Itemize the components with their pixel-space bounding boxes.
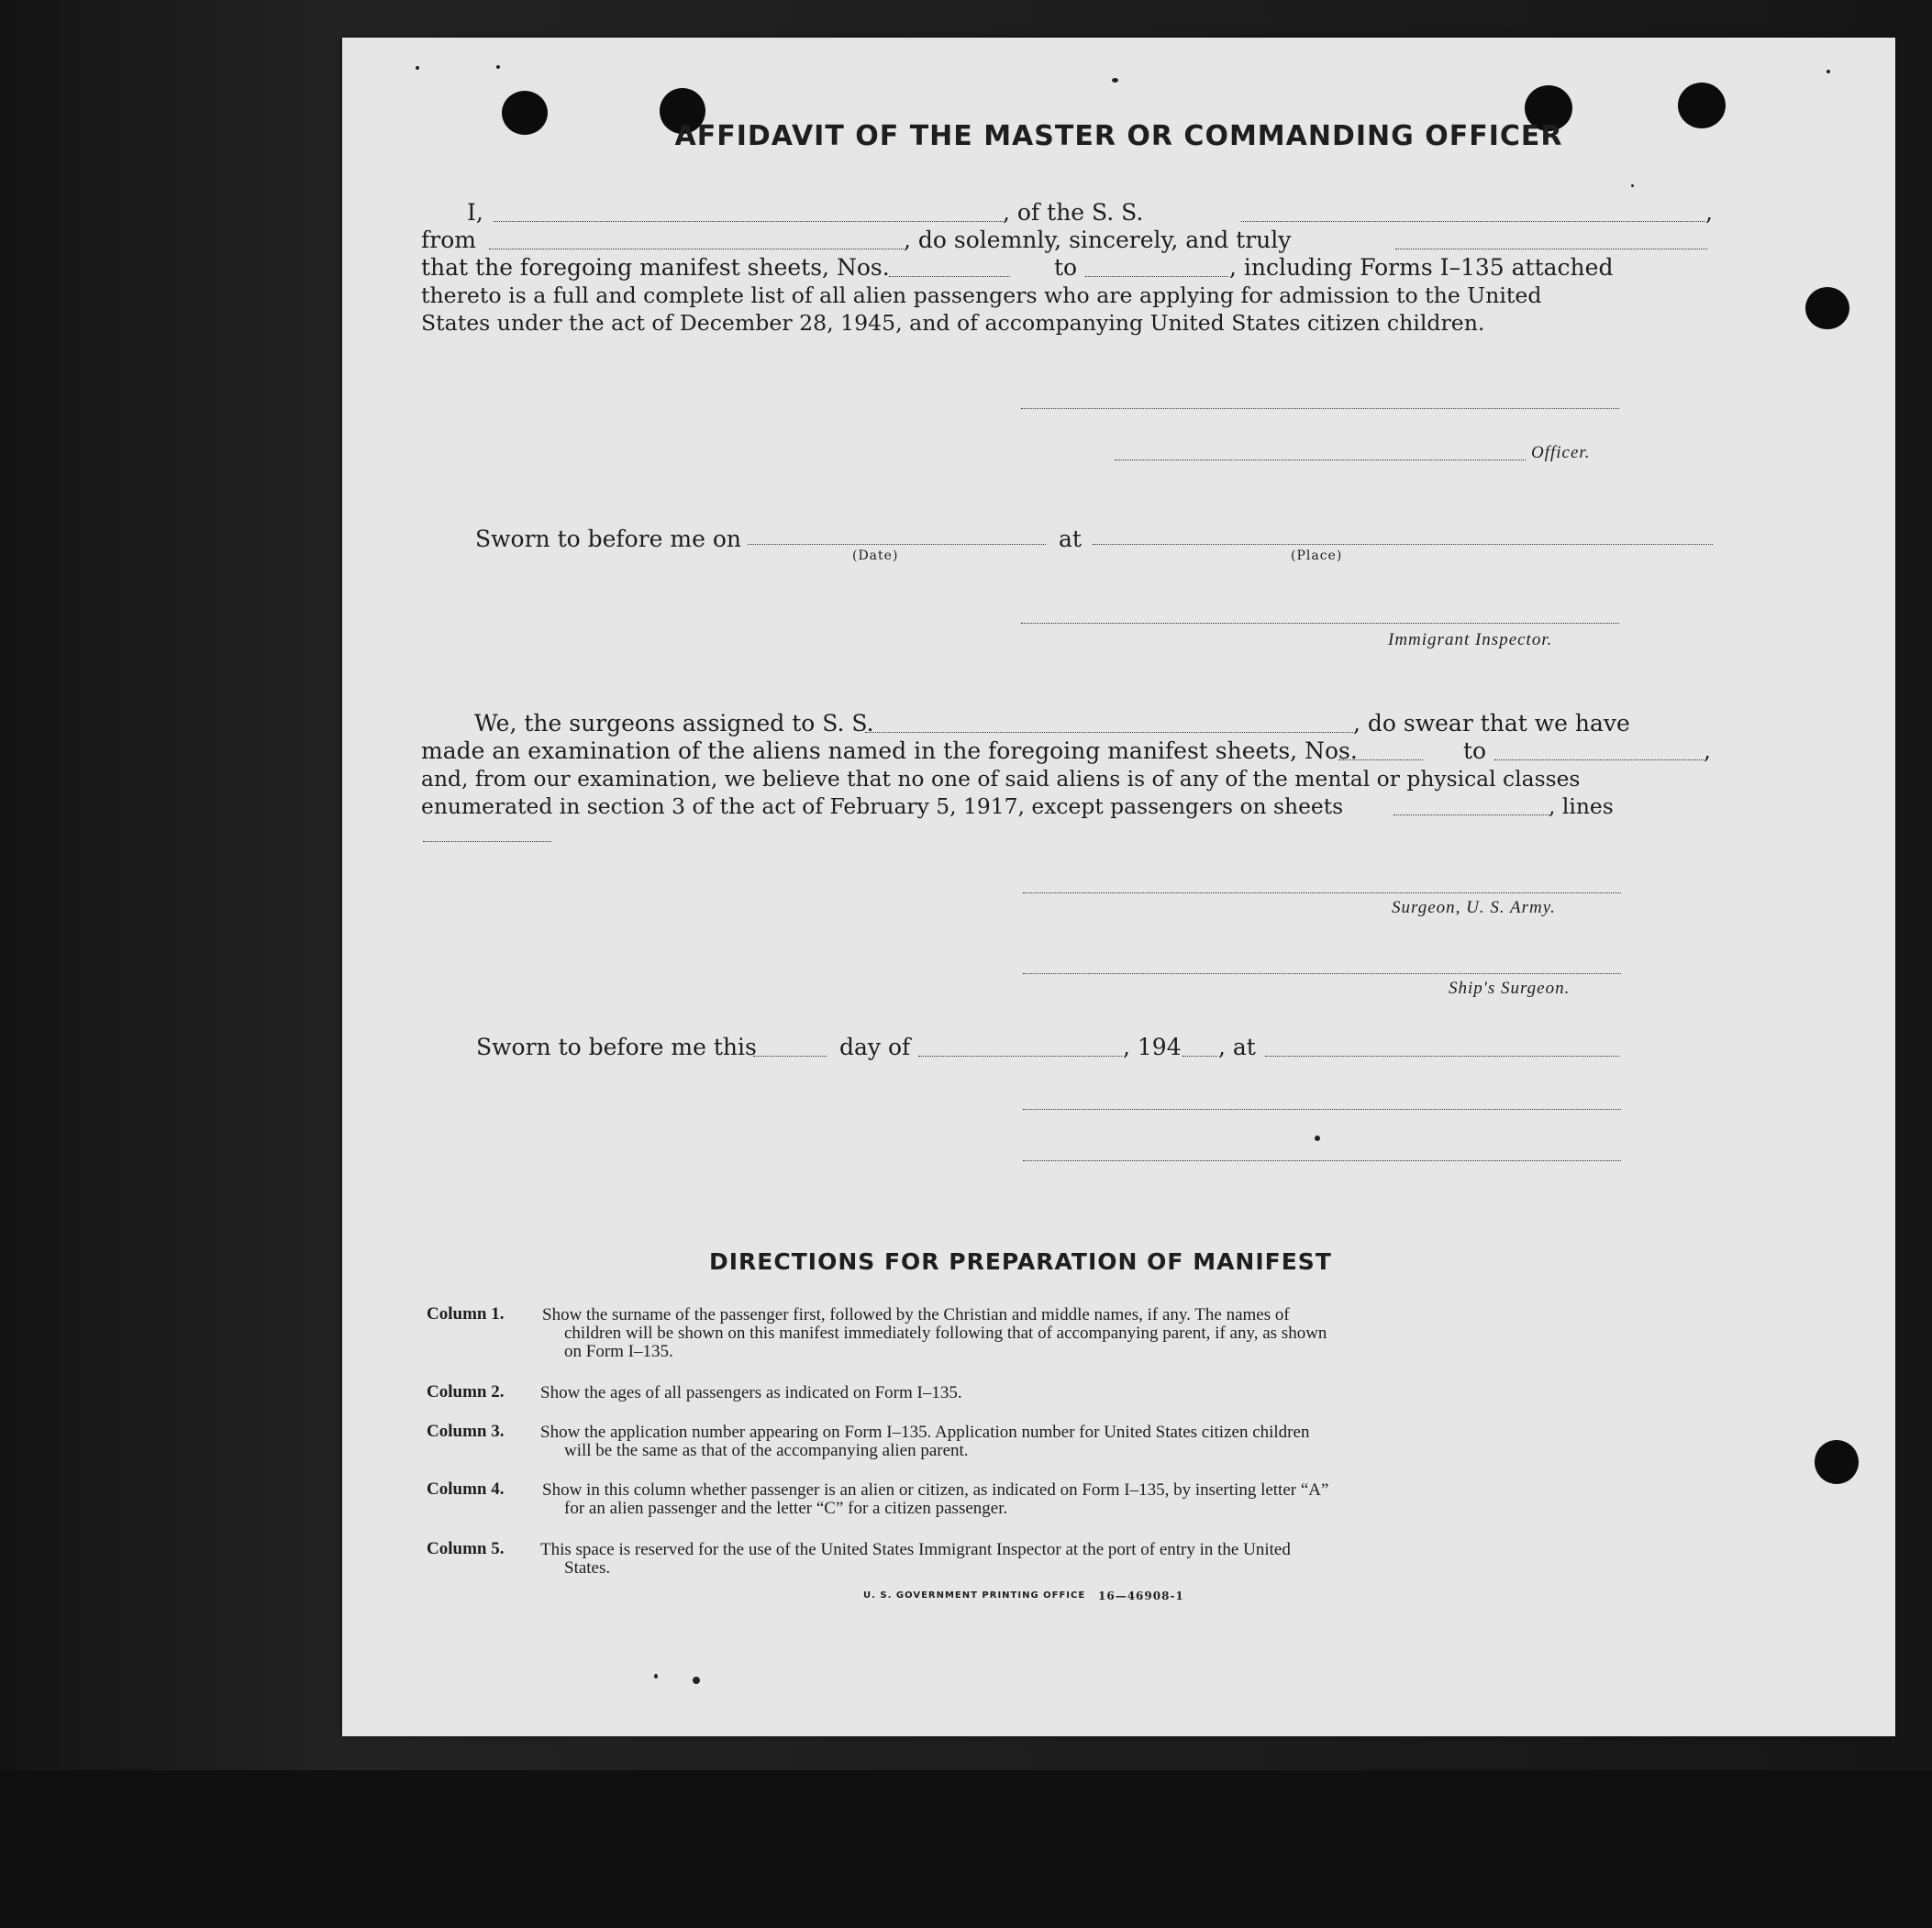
- text-comma: ,: [1705, 199, 1713, 226]
- exam-sheet-to-field[interactable]: [1494, 759, 1704, 760]
- text-enumerated: enumerated in section 3 of the act of February 5, 1917, except passengers on sheets: [421, 793, 1344, 819]
- text-from: from: [421, 227, 476, 253]
- text-to: to: [1054, 254, 1078, 281]
- punch-hole: [1805, 287, 1849, 329]
- text-sworn-on: Sworn to before me on: [475, 526, 742, 552]
- exam-sheet-from-field[interactable]: [1338, 759, 1423, 760]
- text-comma-2: ,: [1704, 737, 1711, 764]
- text-day-of: day of: [839, 1034, 911, 1060]
- master-name-field[interactable]: [494, 221, 1003, 222]
- officer-signature-line[interactable]: [1021, 408, 1619, 409]
- scan-speck: [1112, 78, 1118, 83]
- sworn-date-field[interactable]: [748, 544, 1046, 545]
- text-at-2: , at: [1218, 1034, 1256, 1060]
- column-2-text: Show the ages of all passengers as indicated on Form I–135.: [540, 1383, 962, 1402]
- sworn-year-field[interactable]: [1183, 1056, 1217, 1057]
- date-caption: (Date): [852, 548, 899, 563]
- column-5-label: Column 5.: [427, 1539, 505, 1558]
- text-including-forms: , including Forms I–135 attached: [1229, 254, 1614, 281]
- column-4-text-cont: for an alien passenger and the letter “C” for a citizen passenger.: [564, 1499, 1008, 1518]
- text-at: at: [1059, 526, 1082, 552]
- sworn-month-field[interactable]: [918, 1056, 1122, 1057]
- scan-speck: [496, 65, 500, 69]
- sheet-from-field[interactable]: [889, 276, 1010, 277]
- column-4-text: Show in this column whether passenger is an alien or citizen, as indicated on Form I–135, by inserting letter “A”: [542, 1480, 1329, 1500]
- surgeons-ship-field[interactable]: [865, 732, 1353, 733]
- text-full-list: thereto is a full and complete list of all alien passengers who are applying for admission to the United: [421, 283, 1542, 308]
- except-lines-field[interactable]: [423, 841, 551, 842]
- text-surgeons-assigned: We, the surgeons assigned to S. S.: [474, 710, 874, 737]
- printing-office-imprint: U. S. GOVERNMENT PRINTING OFFICE: [863, 1590, 1086, 1601]
- sworn-place-field-2[interactable]: [1265, 1056, 1619, 1057]
- column-4-label: Column 4.: [427, 1479, 505, 1499]
- text-to-2: to: [1463, 737, 1487, 764]
- army-surgeon-label: Surgeon, U. S. Army.: [1392, 898, 1556, 917]
- text-i: I,: [467, 199, 483, 226]
- column-2-label: Column 2.: [427, 1382, 505, 1402]
- place-caption: (Place): [1291, 548, 1343, 563]
- form-number: 16—46908-1: [1098, 1590, 1184, 1602]
- ships-surgeon-label: Ship's Surgeon.: [1449, 979, 1571, 998]
- column-3-text: Show the application number appearing on Form I–135. Application number for United States citizen children: [540, 1423, 1310, 1442]
- scan-speck: [654, 1674, 658, 1679]
- text-mental-physical: and, from our examination, we believe that no one of said aliens is of any of the mental or physical classes: [421, 766, 1581, 792]
- column-1-text-cont2: on Form I–135.: [564, 1342, 673, 1361]
- text-manifest-sheets: that the foregoing manifest sheets, Nos.: [421, 254, 890, 281]
- inspector-signature-line[interactable]: [1021, 623, 1619, 624]
- scan-bottom-border: [0, 1770, 1932, 1928]
- column-1-text-cont: children will be shown on this manifest immediately following that of accompanying parent, if any, as shown: [564, 1324, 1327, 1343]
- column-3-label: Column 3.: [427, 1422, 505, 1441]
- text-lines: , lines: [1549, 793, 1614, 819]
- directions-title: DIRECTIONS FOR PREPARATION OF MANIFEST: [709, 1248, 1332, 1275]
- sworn-place-field[interactable]: [1093, 544, 1713, 545]
- scan-speck: [693, 1677, 700, 1684]
- army-surgeon-signature-line[interactable]: [1023, 892, 1621, 893]
- column-3-text-cont: will be the same as that of the accompanying alien parent.: [564, 1441, 969, 1460]
- ship-surgeon-signature-line[interactable]: [1023, 973, 1621, 974]
- ship-name-field[interactable]: [1241, 221, 1704, 222]
- text-sworn-this: Sworn to before me this: [476, 1034, 757, 1060]
- scan-speck: [416, 66, 419, 70]
- except-sheets-field[interactable]: [1393, 814, 1549, 815]
- text-do-swear: , do swear that we have: [1353, 710, 1630, 737]
- column-5-text-cont: States.: [564, 1558, 611, 1578]
- sworn-signature-line-2[interactable]: [1023, 1160, 1621, 1161]
- sheet-to-field[interactable]: [1085, 276, 1228, 277]
- sworn-signature-line-1[interactable]: [1023, 1109, 1621, 1110]
- sworn-day-field[interactable]: [753, 1056, 827, 1057]
- scan-speck: [1827, 70, 1830, 73]
- form-page: [342, 38, 1895, 1736]
- officer-label: Officer.: [1531, 443, 1591, 462]
- immigrant-inspector-label: Immigrant Inspector.: [1388, 630, 1553, 649]
- scan-speck: [1315, 1136, 1320, 1141]
- text-solemnly: , do solemnly, sincerely, and truly: [904, 227, 1292, 253]
- punch-hole: [1815, 1440, 1859, 1484]
- text-year-194: , 194: [1123, 1034, 1182, 1060]
- column-1-text: Show the surname of the passenger first, followed by the Christian and middle names, if any. The names of: [542, 1305, 1290, 1324]
- column-5-text: This space is reserved for the use of the United States Immigrant Inspector at the port of entry in the United: [540, 1540, 1291, 1559]
- affidavit-title: AFFIDAVIT OF THE MASTER OR COMMANDING OFFICER: [674, 120, 1563, 152]
- scan-speck: [1631, 184, 1634, 187]
- column-1-label: Column 1.: [427, 1304, 505, 1324]
- text-act-december: States under the act of December 28, 1945, and of accompanying United States citizen children.: [421, 310, 1485, 336]
- text-of-the-ss: , of the S. S.: [1003, 199, 1144, 226]
- text-made-examination: made an examination of the aliens named in the foregoing manifest sheets, Nos.: [421, 737, 1358, 764]
